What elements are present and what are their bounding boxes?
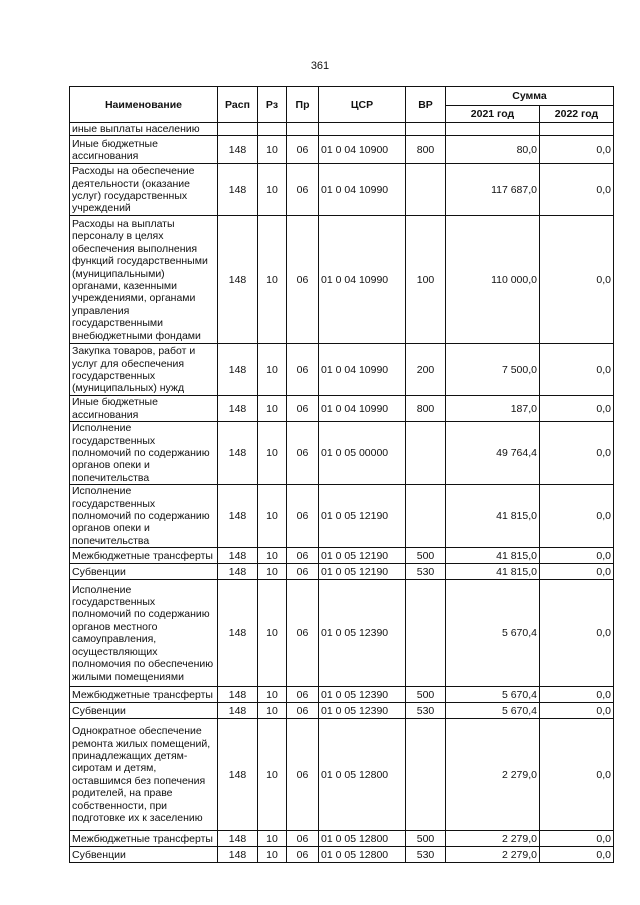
cell-y2021: 49 764,4 [446, 422, 540, 485]
header-csr: ЦСР [319, 87, 406, 123]
table-row [70, 344, 614, 396]
cell-csr: 01 0 05 12190 [319, 548, 406, 564]
cell-vr: 500 [406, 831, 446, 847]
cell-rz: 10 [258, 703, 287, 719]
cell-csr: 01 0 05 12190 [319, 485, 406, 548]
table-header [70, 87, 614, 123]
cell-pr: 06 [287, 847, 319, 863]
budget-table [69, 86, 614, 863]
cell-y2021: 2 279,0 [446, 847, 540, 863]
cell-pr: 06 [287, 564, 319, 580]
cell-vr [406, 164, 446, 216]
cell-pr: 06 [287, 344, 319, 396]
cell-y2021: 7 500,0 [446, 344, 540, 396]
cell-y2021: 41 815,0 [446, 564, 540, 580]
cell-vr: 800 [406, 136, 446, 164]
cell-rz: 10 [258, 136, 287, 164]
cell-rasp: 148 [218, 703, 258, 719]
cell-vr: 530 [406, 703, 446, 719]
cell-csr: 01 0 05 12390 [319, 703, 406, 719]
cell-rz: 10 [258, 847, 287, 863]
cell-rz: 10 [258, 422, 287, 485]
cell-name: Субвенции [70, 847, 218, 863]
cell-pr: 06 [287, 396, 319, 422]
cell-rasp: 148 [218, 580, 258, 687]
table-row [70, 216, 614, 344]
cell-name: Расходы на обеспечение деятельности (оказание услуг) государственных учреждений [70, 164, 218, 216]
cell-name: Исполнение государственных полномочий по содержанию органов опеки и попечительства [70, 422, 218, 485]
cell-name: Межбюджетные трансферты [70, 548, 218, 564]
cell-rz: 10 [258, 396, 287, 422]
cell-y2021: 80,0 [446, 136, 540, 164]
cell-name: Иные бюджетные ассигнования [70, 136, 218, 164]
cell-y2022: 0,0 [540, 485, 614, 548]
table-body [70, 123, 614, 863]
cell-rasp: 148 [218, 344, 258, 396]
cell-y2022: 0,0 [540, 422, 614, 485]
cell-pr: 06 [287, 485, 319, 548]
cell-y2021: 41 815,0 [446, 548, 540, 564]
cell-csr: 01 0 04 10990 [319, 396, 406, 422]
cell-vr [406, 485, 446, 548]
cell-y2021: 110 000,0 [446, 216, 540, 344]
cell-pr: 06 [287, 719, 319, 831]
table-row [70, 703, 614, 719]
cell-csr: 01 0 05 12800 [319, 847, 406, 863]
table-row [70, 847, 614, 863]
cell-pr: 06 [287, 580, 319, 687]
table-row [70, 123, 614, 136]
cell-csr [319, 123, 406, 136]
cell-pr: 06 [287, 216, 319, 344]
cell-name: Расходы на выплаты персоналу в целях обеспечения выполнения функций государственными (муниципальными) органами, казенными учреждениями, органами управления государственными внебюджетными фондами [70, 216, 218, 344]
table-row [70, 580, 614, 687]
cell-y2021: 41 815,0 [446, 485, 540, 548]
header-vr: ВР [406, 87, 446, 123]
cell-name: Закупка товаров, работ и услуг для обеспечения государственных (муниципальных) нужд [70, 344, 218, 396]
table-row [70, 422, 614, 485]
cell-vr: 530 [406, 564, 446, 580]
cell-y2021: 5 670,4 [446, 687, 540, 703]
cell-rz: 10 [258, 580, 287, 687]
cell-rz [258, 123, 287, 136]
cell-csr: 01 0 05 12190 [319, 564, 406, 580]
cell-vr: 500 [406, 548, 446, 564]
cell-pr: 06 [287, 687, 319, 703]
cell-rz: 10 [258, 344, 287, 396]
cell-rasp: 148 [218, 831, 258, 847]
cell-vr [406, 123, 446, 136]
table-row [70, 485, 614, 548]
cell-name: Субвенции [70, 564, 218, 580]
cell-name: Межбюджетные трансферты [70, 687, 218, 703]
cell-rz: 10 [258, 548, 287, 564]
cell-csr: 01 0 04 10990 [319, 216, 406, 344]
cell-rz: 10 [258, 719, 287, 831]
cell-vr: 200 [406, 344, 446, 396]
cell-name: Однократное обеспечение ремонта жилых помещений, принадлежащих детям-сиротам и детям, оставшимся без попечения родителей, на праве собственности, при подготовке их к заселению [70, 719, 218, 831]
cell-y2021: 2 279,0 [446, 719, 540, 831]
cell-rasp: 148 [218, 485, 258, 548]
table-row [70, 831, 614, 847]
cell-csr: 01 0 05 12390 [319, 580, 406, 687]
cell-name: Субвенции [70, 703, 218, 719]
table-row [70, 136, 614, 164]
cell-csr: 01 0 04 10990 [319, 344, 406, 396]
cell-y2021: 5 670,4 [446, 703, 540, 719]
cell-y2022: 0,0 [540, 136, 614, 164]
cell-y2022: 0,0 [540, 344, 614, 396]
cell-rz: 10 [258, 485, 287, 548]
header-rz: Рз [258, 87, 287, 123]
cell-pr: 06 [287, 703, 319, 719]
cell-rz: 10 [258, 687, 287, 703]
cell-rasp: 148 [218, 548, 258, 564]
cell-y2021: 187,0 [446, 396, 540, 422]
cell-csr: 01 0 05 12800 [319, 831, 406, 847]
cell-vr [406, 580, 446, 687]
cell-rz: 10 [258, 164, 287, 216]
cell-y2022: 0,0 [540, 164, 614, 216]
cell-vr: 800 [406, 396, 446, 422]
cell-rasp: 148 [218, 687, 258, 703]
cell-vr: 100 [406, 216, 446, 344]
cell-pr: 06 [287, 136, 319, 164]
cell-pr: 06 [287, 164, 319, 216]
cell-vr [406, 719, 446, 831]
cell-name: Исполнение государственных полномочий по содержанию органов опеки и попечительства [70, 485, 218, 548]
cell-pr [287, 123, 319, 136]
cell-y2021: 2 279,0 [446, 831, 540, 847]
cell-name: Иные бюджетные ассигнования [70, 396, 218, 422]
cell-y2022: 0,0 [540, 831, 614, 847]
cell-rasp: 148 [218, 564, 258, 580]
table-row [70, 164, 614, 216]
cell-y2021: 117 687,0 [446, 164, 540, 216]
cell-y2022: 0,0 [540, 564, 614, 580]
cell-y2022: 0,0 [540, 703, 614, 719]
cell-pr: 06 [287, 831, 319, 847]
cell-pr: 06 [287, 548, 319, 564]
table-row [70, 687, 614, 703]
cell-pr: 06 [287, 422, 319, 485]
cell-csr: 01 0 04 10990 [319, 164, 406, 216]
table-row [70, 548, 614, 564]
cell-y2022: 0,0 [540, 580, 614, 687]
cell-csr: 01 0 05 12800 [319, 719, 406, 831]
header-2022: 2022 год [540, 106, 614, 123]
table-row [70, 396, 614, 422]
header-pr: Пр [287, 87, 319, 123]
table-row [70, 719, 614, 831]
cell-y2022 [540, 123, 614, 136]
cell-y2022: 0,0 [540, 847, 614, 863]
cell-rz: 10 [258, 564, 287, 580]
cell-y2022: 0,0 [540, 687, 614, 703]
cell-y2022: 0,0 [540, 396, 614, 422]
cell-rasp: 148 [218, 216, 258, 344]
cell-name: Межбюджетные трансферты [70, 831, 218, 847]
cell-rasp: 148 [218, 136, 258, 164]
page-number: 361 [310, 60, 330, 72]
cell-y2022: 0,0 [540, 719, 614, 831]
cell-csr: 01 0 05 12390 [319, 687, 406, 703]
cell-y2022: 0,0 [540, 548, 614, 564]
table-row [70, 564, 614, 580]
cell-vr: 530 [406, 847, 446, 863]
cell-vr [406, 422, 446, 485]
cell-rasp [218, 123, 258, 136]
cell-rasp: 148 [218, 847, 258, 863]
cell-name: иные выплаты населению [70, 123, 218, 136]
cell-vr: 500 [406, 687, 446, 703]
cell-rasp: 148 [218, 164, 258, 216]
cell-csr: 01 0 04 10900 [319, 136, 406, 164]
header-sum: Сумма [446, 87, 614, 106]
header-name: Наименование [70, 87, 218, 123]
cell-y2021 [446, 123, 540, 136]
cell-y2022: 0,0 [540, 216, 614, 344]
cell-csr: 01 0 05 00000 [319, 422, 406, 485]
cell-rz: 10 [258, 831, 287, 847]
cell-name: Исполнение государственных полномочий по содержанию органов местного самоуправления, осуществляющих полномочия по обеспечению жилыми помещениями [70, 580, 218, 687]
cell-rasp: 148 [218, 422, 258, 485]
header-rasp: Расп [218, 87, 258, 123]
header-2021: 2021 год [446, 106, 540, 123]
cell-rasp: 148 [218, 396, 258, 422]
cell-y2021: 5 670,4 [446, 580, 540, 687]
cell-rasp: 148 [218, 719, 258, 831]
cell-rz: 10 [258, 216, 287, 344]
